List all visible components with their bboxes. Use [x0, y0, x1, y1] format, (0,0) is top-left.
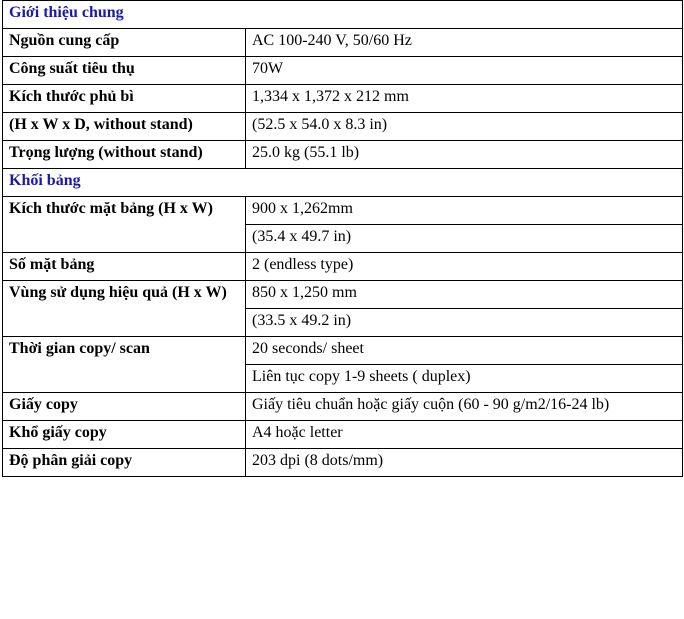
spec-value: 70W: [246, 57, 683, 85]
spec-value: (52.5 x 54.0 x 8.3 in): [246, 113, 683, 141]
table-row: [3, 281, 683, 309]
table-row: [3, 113, 683, 141]
spec-value: 850 x 1,250 mm: [246, 281, 683, 309]
table-row: [3, 57, 683, 85]
spec-label: Nguồn cung cấp: [3, 29, 246, 57]
spec-label: Số mặt bảng: [3, 253, 246, 281]
section-header-row: [3, 169, 683, 197]
table-row: [3, 449, 683, 477]
spec-value: AC 100-240 V, 50/60 Hz: [246, 29, 683, 57]
spec-label: Thời gian copy/ scan: [3, 337, 246, 393]
spec-value: (33.5 x 49.2 in): [246, 309, 683, 337]
spec-label: Kích thước phủ bì: [3, 85, 246, 113]
spec-label: Công suất tiêu thụ: [3, 57, 246, 85]
spec-value: 1,334 x 1,372 x 212 mm: [246, 85, 683, 113]
spec-value: (35.4 x 49.7 in): [246, 225, 683, 253]
spec-label: Vùng sử dụng hiệu quả (H x W): [3, 281, 246, 337]
table-row: [3, 337, 683, 365]
spec-label: (H x W x D, without stand): [3, 113, 246, 141]
spec-value: A4 hoặc letter: [246, 421, 683, 449]
spec-label: Khổ giấy copy: [3, 421, 246, 449]
spec-value: 25.0 kg (55.1 lb): [246, 141, 683, 169]
section-title: Khối bảng: [3, 169, 683, 197]
spec-value: 203 dpi (8 dots/mm): [246, 449, 683, 477]
spec-value: Liên tục copy 1-9 sheets ( duplex): [246, 365, 683, 393]
spec-label: Kích thước mặt bảng (H x W): [3, 197, 246, 253]
section-title: Giới thiệu chung: [3, 1, 683, 29]
table-row: [3, 141, 683, 169]
spec-value: Giấy tiêu chuẩn hoặc giấy cuộn (60 - 90 g/m2/16-24 lb): [246, 393, 683, 421]
spec-label: Giấy copy: [3, 393, 246, 421]
table-row: [3, 197, 683, 225]
table-row: [3, 421, 683, 449]
section-header-row: [3, 1, 683, 29]
spec-table: [2, 0, 683, 477]
spec-label: Trọng lượng (without stand): [3, 141, 246, 169]
spec-label: Độ phân giải copy: [3, 449, 246, 477]
table-row: [3, 253, 683, 281]
spec-value: 900 x 1,262mm: [246, 197, 683, 225]
table-row: [3, 393, 683, 421]
spec-value: 2 (endless type): [246, 253, 683, 281]
table-row: [3, 85, 683, 113]
table-row: [3, 29, 683, 57]
spec-value: 20 seconds/ sheet: [246, 337, 683, 365]
